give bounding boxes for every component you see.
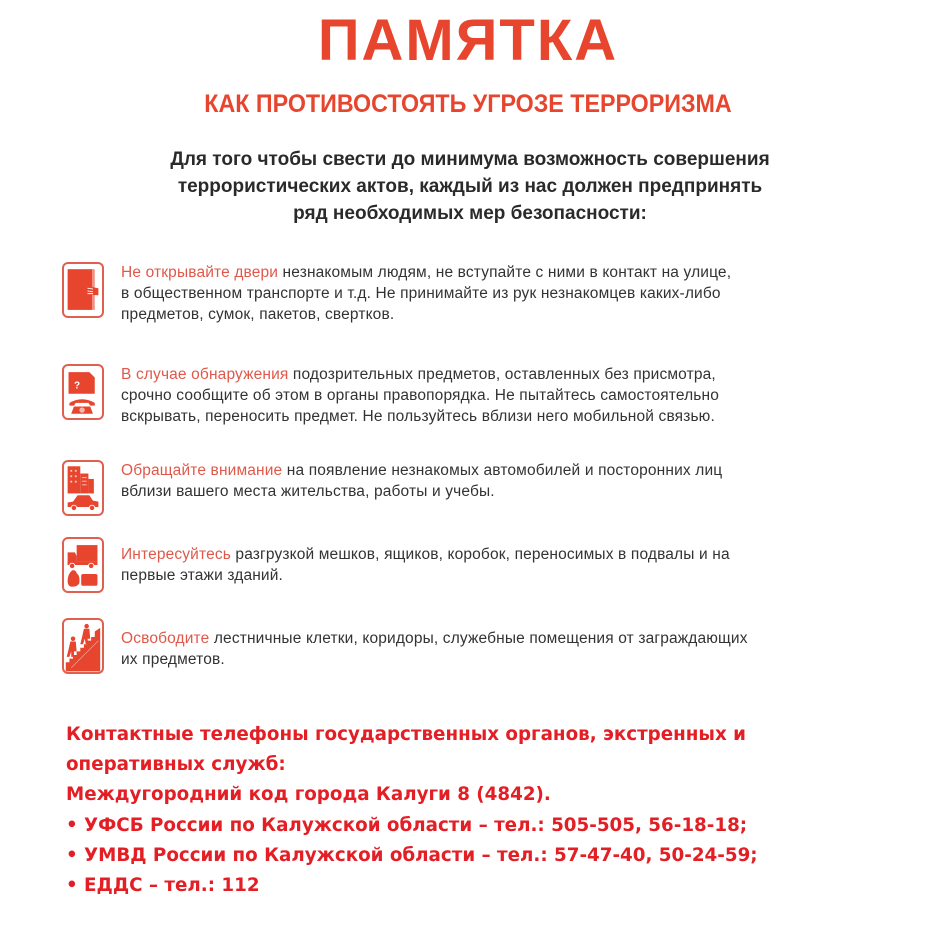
- contacts-heading: Контактные телефоны государственных органов, экстренных и: [66, 724, 746, 745]
- contact-entry: • УМВД России по Калужской области – тел.: 57-47-40, 50-24-59;: [66, 844, 758, 866]
- intro-paragraph: [100, 146, 840, 227]
- item-highlight: Интересуйтесь: [121, 546, 231, 563]
- item-highlight: В случае обнаружения: [121, 366, 289, 383]
- item-text: [121, 544, 911, 586]
- phone-report-icon: [62, 364, 104, 420]
- item-line: в общественном транспорте и т.д. Не принимайте из рук незнакомцев каких-либо: [121, 285, 721, 302]
- item-highlight: Не открывайте двери: [121, 264, 279, 281]
- door-icon: [62, 262, 104, 318]
- item-line: вблизи вашего места жительства, работы и учебы.: [121, 483, 495, 500]
- contact-entry: • ЕДДС – тел.: 112: [66, 875, 260, 897]
- item-line: первые этажи зданий.: [121, 567, 283, 584]
- item-text: [121, 262, 911, 325]
- contact-entry: • УФСБ России по Калужской области – тел.: 505-505, 56-18-18;: [66, 814, 748, 836]
- city-code: Междугородний код города Калуги 8 (4842).: [66, 784, 551, 806]
- contacts-heading: оперативных служб:: [66, 754, 286, 776]
- stairs-people-icon: [62, 618, 104, 674]
- item-line: вскрывать, переносить предмет. Не пользуйтесь вблизи него мобильной связью.: [121, 408, 715, 425]
- item-highlight: Обращайте внимание: [121, 462, 283, 479]
- item-highlight: Освободите: [121, 630, 210, 647]
- svg-text:?: ?: [73, 380, 81, 392]
- item-text: [121, 364, 911, 427]
- item-line: предметов, сумок, пакетов, свертков.: [121, 306, 395, 323]
- item-line: подозрительных предметов, оставленных без присмотра,: [288, 366, 716, 383]
- item-line: их предметов.: [121, 651, 225, 668]
- item-line: лестничные клетки, коридоры, служебные помещения от заграждающих: [209, 630, 748, 647]
- truck-cargo-icon: [62, 537, 104, 593]
- building-car-icon: [62, 460, 104, 516]
- item-line: разгрузкой мешков, ящиков, коробок, переносимых в подвалы и на: [230, 546, 730, 563]
- intro-line: Для того чтобы свести до минимума возможность совершения: [170, 149, 770, 170]
- item-line: на появление незнакомых автомобилей и посторонних лиц: [282, 462, 723, 479]
- item-line: незнакомым людям, не вступайте с ними в контакт на улице,: [278, 264, 732, 281]
- intro-line: ряд необходимых мер безопасности:: [293, 203, 647, 224]
- item-text: [121, 628, 911, 670]
- item-text: [121, 460, 911, 502]
- page-title: ПАМЯТКА: [317, 8, 619, 73]
- contacts-section: [66, 720, 926, 901]
- item-line: срочно сообщите об этом в органы правопорядка. Не пытайтесь самостоятельно: [121, 387, 719, 404]
- intro-line: террористических актов, каждый из нас должен предпринять: [177, 176, 763, 197]
- page-subtitle: КАК ПРОТИВОСТОЯТЬ УГРОЗЕ ТЕРРОРИЗМА: [204, 90, 732, 118]
